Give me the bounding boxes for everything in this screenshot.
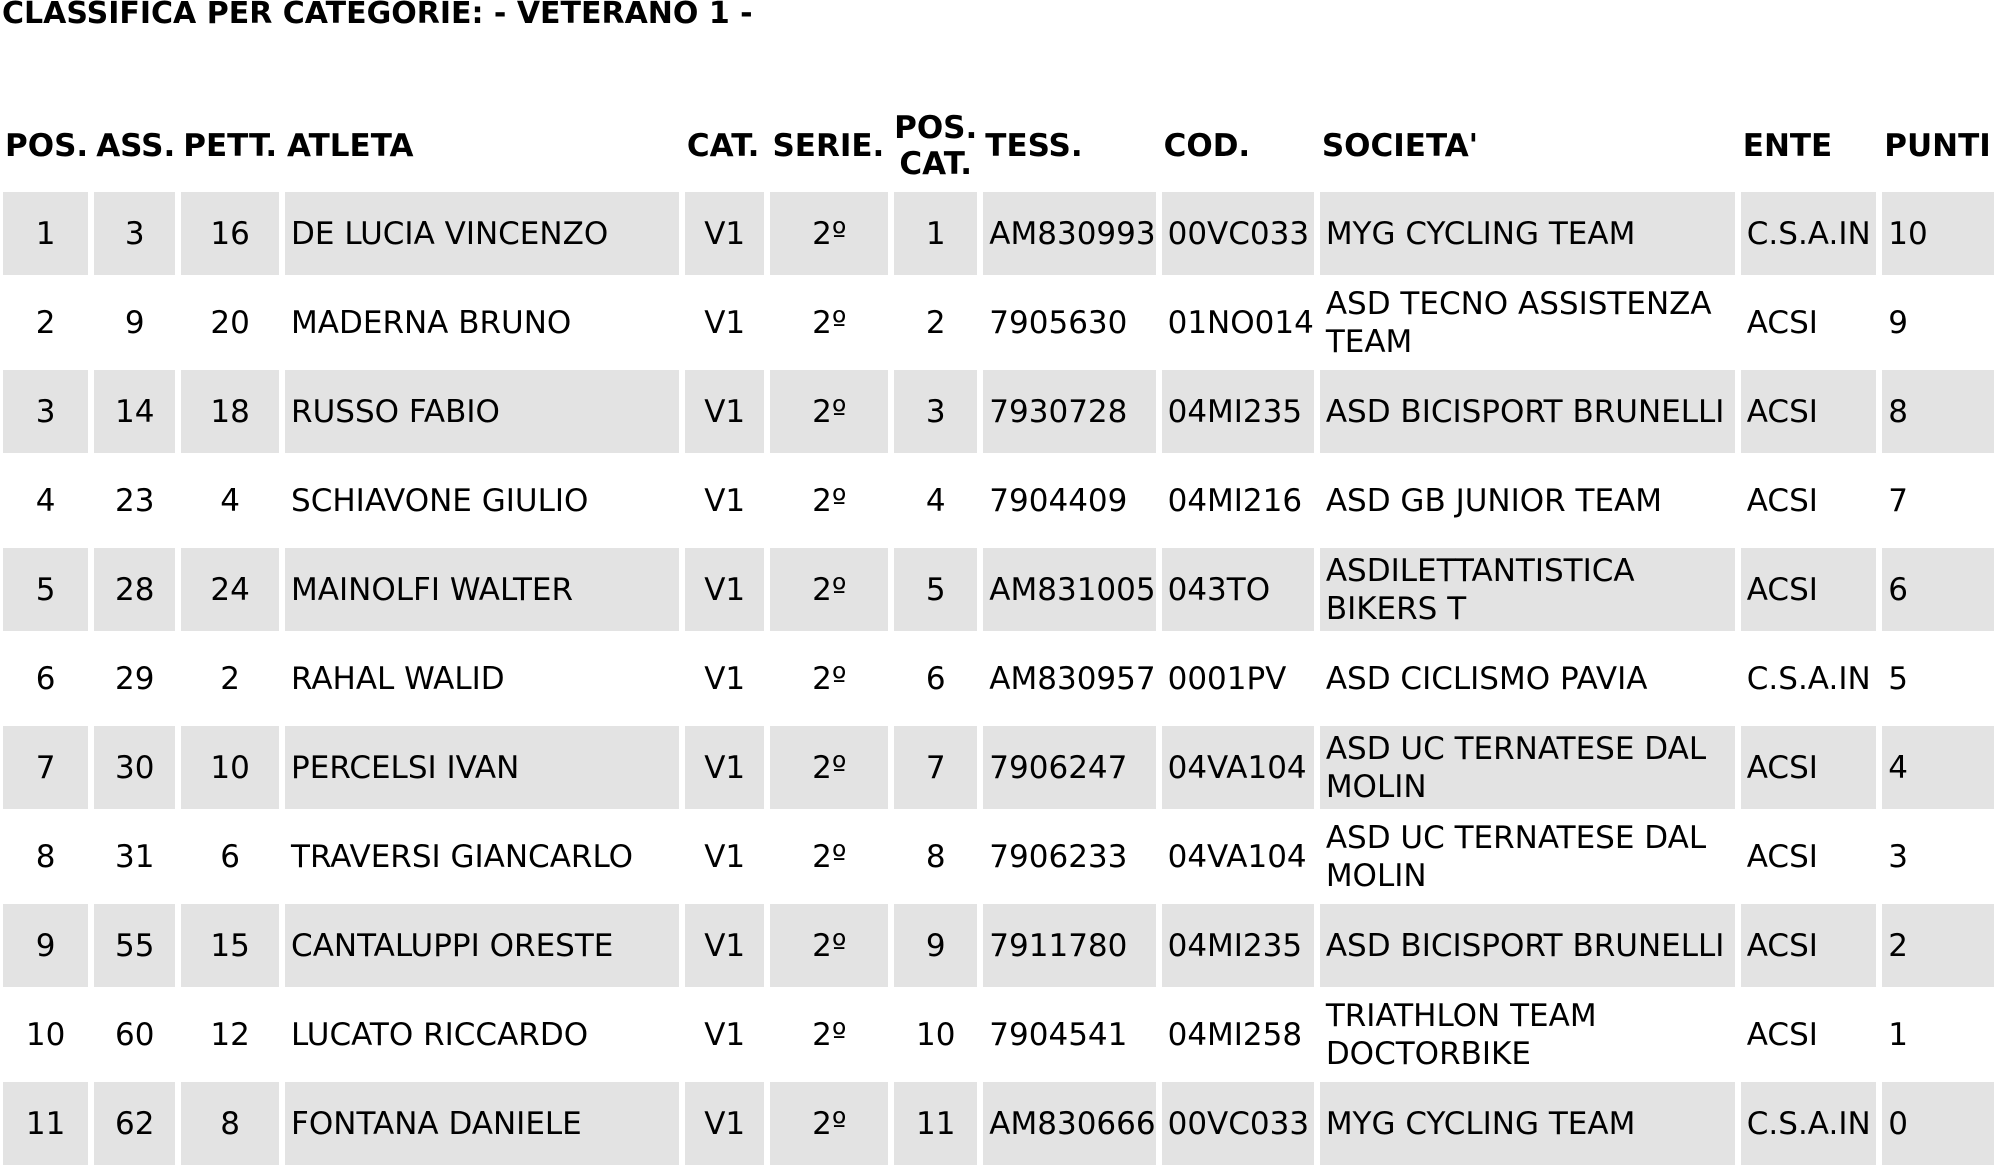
cell-pos: 2: [35, 304, 56, 341]
cell-tess: AM830666: [983, 1082, 1155, 1165]
col-header-pos-cat: POS. CAT.: [894, 110, 978, 182]
cell-tess: 7930728: [983, 370, 1155, 453]
cell-ass: 14: [94, 370, 175, 453]
cell-cat: V1: [704, 304, 746, 341]
cell-punti: 8: [1882, 370, 1994, 453]
cell-cod: 00VC033: [1162, 192, 1314, 275]
cell-serie: 2º: [812, 660, 847, 697]
cell-ass: 55: [94, 904, 175, 987]
cell-societa: MYG CYCLING TEAM: [1320, 1082, 1735, 1165]
cell-ente: ACSI: [1746, 838, 1818, 875]
cell-serie: 2º: [770, 904, 888, 987]
cell-atleta: DE LUCIA VINCENZO: [285, 192, 679, 275]
cell-cat: V1: [685, 192, 765, 275]
cell-serie: 2º: [770, 726, 888, 809]
cell-pos-cat: 6: [925, 660, 946, 697]
col-header-societa: SOCIETA': [1321, 128, 1479, 164]
cell-pos: 4: [35, 482, 56, 519]
cell-societa: ASD UC TERNATESE DAL MOLIN: [1325, 819, 1707, 894]
cell-cat: V1: [685, 904, 765, 987]
cell-atleta: RUSSO FABIO: [285, 370, 679, 453]
cell-societa: ASD CICLISMO PAVIA: [1325, 660, 1648, 697]
cell-ente: ACSI: [1741, 370, 1876, 453]
cell-pos: 10: [25, 1016, 66, 1053]
table-row: [3, 637, 1994, 720]
cell-societa: TRIATHLON TEAM DOCTORBIKE: [1325, 997, 1597, 1072]
col-header-pos: POS.: [5, 128, 89, 164]
cell-ente: ACSI: [1746, 304, 1818, 341]
table-row: [3, 459, 1994, 542]
cell-cat: V1: [704, 838, 746, 875]
cell-cod: 01NO014: [1167, 304, 1314, 341]
cell-punti: 1: [1888, 1016, 1908, 1053]
cell-societa: ASD GB JUNIOR TEAM: [1325, 482, 1662, 519]
cell-ass: 28: [94, 548, 175, 631]
cell-ass: 3: [94, 192, 175, 275]
cell-pett: 24: [181, 548, 279, 631]
cell-pos-cat: 8: [925, 838, 946, 875]
cell-cod: 04VA104: [1162, 726, 1314, 809]
cell-pett: 8: [181, 1082, 279, 1165]
cell-tess: 7904409: [989, 482, 1128, 519]
col-header-cat: CAT.: [686, 128, 760, 164]
cell-societa: ASDILETTANTISTICA BIKERS T: [1320, 548, 1735, 631]
cell-atleta: SCHIAVONE GIULIO: [291, 482, 589, 519]
cell-cod: 04VA104: [1167, 838, 1307, 875]
cell-pos-cat: 7: [894, 726, 977, 809]
cell-pett: 15: [181, 904, 279, 987]
cell-pos-cat: 11: [894, 1082, 977, 1165]
cell-serie: 2º: [770, 192, 888, 275]
cell-societa: MYG CYCLING TEAM: [1320, 192, 1735, 275]
table-row: [3, 192, 1994, 275]
cell-atleta: LUCATO RICCARDO: [291, 1016, 589, 1053]
cell-cod: 04MI235: [1162, 370, 1314, 453]
cell-ente: ACSI: [1746, 1016, 1818, 1053]
table-row: [3, 281, 1994, 364]
cell-cat: V1: [704, 482, 746, 519]
cell-tess: 7911780: [983, 904, 1155, 987]
cell-atleta: TRAVERSI GIANCARLO: [291, 838, 634, 875]
cell-punti: 5: [1888, 660, 1908, 697]
cell-ente: ACSI: [1741, 904, 1876, 987]
cell-punti: 9: [1888, 304, 1908, 341]
cell-tess: 7905630: [989, 304, 1128, 341]
table-row: [3, 726, 1994, 809]
cell-punti: 10: [1882, 192, 1994, 275]
cell-cod: 04MI216: [1167, 482, 1303, 519]
cell-atleta: MADERNA BRUNO: [291, 304, 572, 341]
cell-pos: 7: [3, 726, 88, 809]
cell-pett: 10: [181, 726, 279, 809]
cell-cod: 0001PV: [1167, 660, 1287, 697]
cell-pett: 4: [220, 482, 240, 519]
cell-cod: 043TO: [1162, 548, 1314, 631]
cell-pos-cat: 5: [894, 548, 977, 631]
cell-pos-cat: 2: [925, 304, 946, 341]
cell-societa: ASD UC TERNATESE DAL MOLIN: [1320, 726, 1735, 809]
cell-tess: AM830993: [983, 192, 1155, 275]
cell-pos-cat: 1: [894, 192, 977, 275]
table-row: [3, 815, 1994, 898]
cell-pos: 1: [3, 192, 88, 275]
cell-pett: 6: [220, 838, 240, 875]
table-row: [3, 904, 1994, 987]
cell-ass: 29: [114, 660, 155, 697]
page-title: CLASSIFICA PER CATEGORIE: - VETERANO 1 -: [2, 0, 753, 31]
cell-cod: 04MI258: [1167, 1016, 1303, 1053]
cell-pos: 5: [3, 548, 88, 631]
cell-ente: ACSI: [1741, 548, 1876, 631]
cell-serie: 2º: [812, 304, 847, 341]
cell-cat: V1: [685, 726, 765, 809]
cell-ass: 62: [94, 1082, 175, 1165]
col-header-cod: COD.: [1163, 128, 1251, 164]
cell-societa: ASD TECNO ASSISTENZA TEAM: [1325, 285, 1712, 360]
cell-atleta: MAINOLFI WALTER: [285, 548, 679, 631]
cell-ass: 23: [114, 482, 155, 519]
cell-ass: 60: [114, 1016, 155, 1053]
cell-punti: 3: [1888, 838, 1908, 875]
cell-serie: 2º: [812, 838, 847, 875]
cell-pett: 2: [220, 660, 240, 697]
col-header-atleta: ATLETA: [287, 128, 414, 164]
cell-tess: 7904541: [989, 1016, 1128, 1053]
cell-punti: 0: [1882, 1082, 1994, 1165]
cell-ente: C.S.A.IN: [1741, 1082, 1876, 1165]
cell-atleta: PERCELSI IVAN: [285, 726, 679, 809]
cell-pett: 20: [210, 304, 250, 341]
cell-cat: V1: [685, 370, 765, 453]
cell-cat: V1: [704, 660, 746, 697]
cell-pett: 18: [181, 370, 279, 453]
cell-cat: V1: [685, 1082, 765, 1165]
table-row: [3, 370, 1994, 453]
results-table: [0, 100, 2000, 1171]
col-header-serie: SERIE.: [772, 128, 885, 164]
col-header-ass: ASS.: [96, 128, 176, 164]
cell-ass: 31: [114, 838, 155, 875]
cell-serie: 2º: [770, 1082, 888, 1165]
col-header-punti: PUNTI: [1884, 128, 1991, 164]
table-row: [3, 1082, 1994, 1165]
cell-tess: AM831005: [983, 548, 1155, 631]
cell-punti: 6: [1882, 548, 1994, 631]
cell-ente: C.S.A.IN: [1746, 660, 1871, 697]
cell-pos: 8: [35, 838, 56, 875]
cell-pos-cat: 10: [915, 1016, 956, 1053]
cell-pos-cat: 9: [894, 904, 977, 987]
cell-serie: 2º: [770, 548, 888, 631]
cell-societa: ASD BICISPORT BRUNELLI: [1320, 904, 1735, 987]
cell-cod: 04MI235: [1162, 904, 1314, 987]
cell-punti: 4: [1882, 726, 1994, 809]
cell-punti: 7: [1888, 482, 1908, 519]
col-header-ente: ENTE: [1742, 128, 1833, 164]
cell-societa: ASD BICISPORT BRUNELLI: [1320, 370, 1735, 453]
cell-punti: 2: [1882, 904, 1994, 987]
col-header-pett: PETT.: [183, 128, 278, 164]
cell-cat: V1: [704, 1016, 746, 1053]
cell-atleta: RAHAL WALID: [291, 660, 505, 697]
cell-tess: 7906233: [989, 838, 1128, 875]
cell-pett: 16: [181, 192, 279, 275]
cell-tess: AM830957: [989, 660, 1156, 697]
cell-ente: ACSI: [1741, 726, 1876, 809]
cell-atleta: CANTALUPPI ORESTE: [285, 904, 679, 987]
table-row: [3, 548, 1994, 631]
cell-atleta: FONTANA DANIELE: [285, 1082, 679, 1165]
cell-tess: 7906247: [983, 726, 1155, 809]
cell-pett: 12: [210, 1016, 250, 1053]
cell-cod: 00VC033: [1162, 1082, 1314, 1165]
cell-ass: 30: [94, 726, 175, 809]
header-row: [3, 106, 1994, 186]
table-row: [3, 993, 1994, 1076]
cell-serie: 2º: [812, 482, 847, 519]
cell-serie: 2º: [812, 1016, 847, 1053]
cell-ente: ACSI: [1746, 482, 1818, 519]
cell-pos: 11: [3, 1082, 88, 1165]
cell-ass: 9: [124, 304, 145, 341]
cell-serie: 2º: [770, 370, 888, 453]
cell-pos: 3: [3, 370, 88, 453]
cell-cat: V1: [685, 548, 765, 631]
col-header-tess: TESS.: [985, 128, 1083, 164]
cell-pos-cat: 4: [925, 482, 946, 519]
cell-ente: C.S.A.IN: [1741, 192, 1876, 275]
cell-pos: 9: [3, 904, 88, 987]
cell-pos-cat: 3: [894, 370, 977, 453]
cell-pos: 6: [35, 660, 56, 697]
